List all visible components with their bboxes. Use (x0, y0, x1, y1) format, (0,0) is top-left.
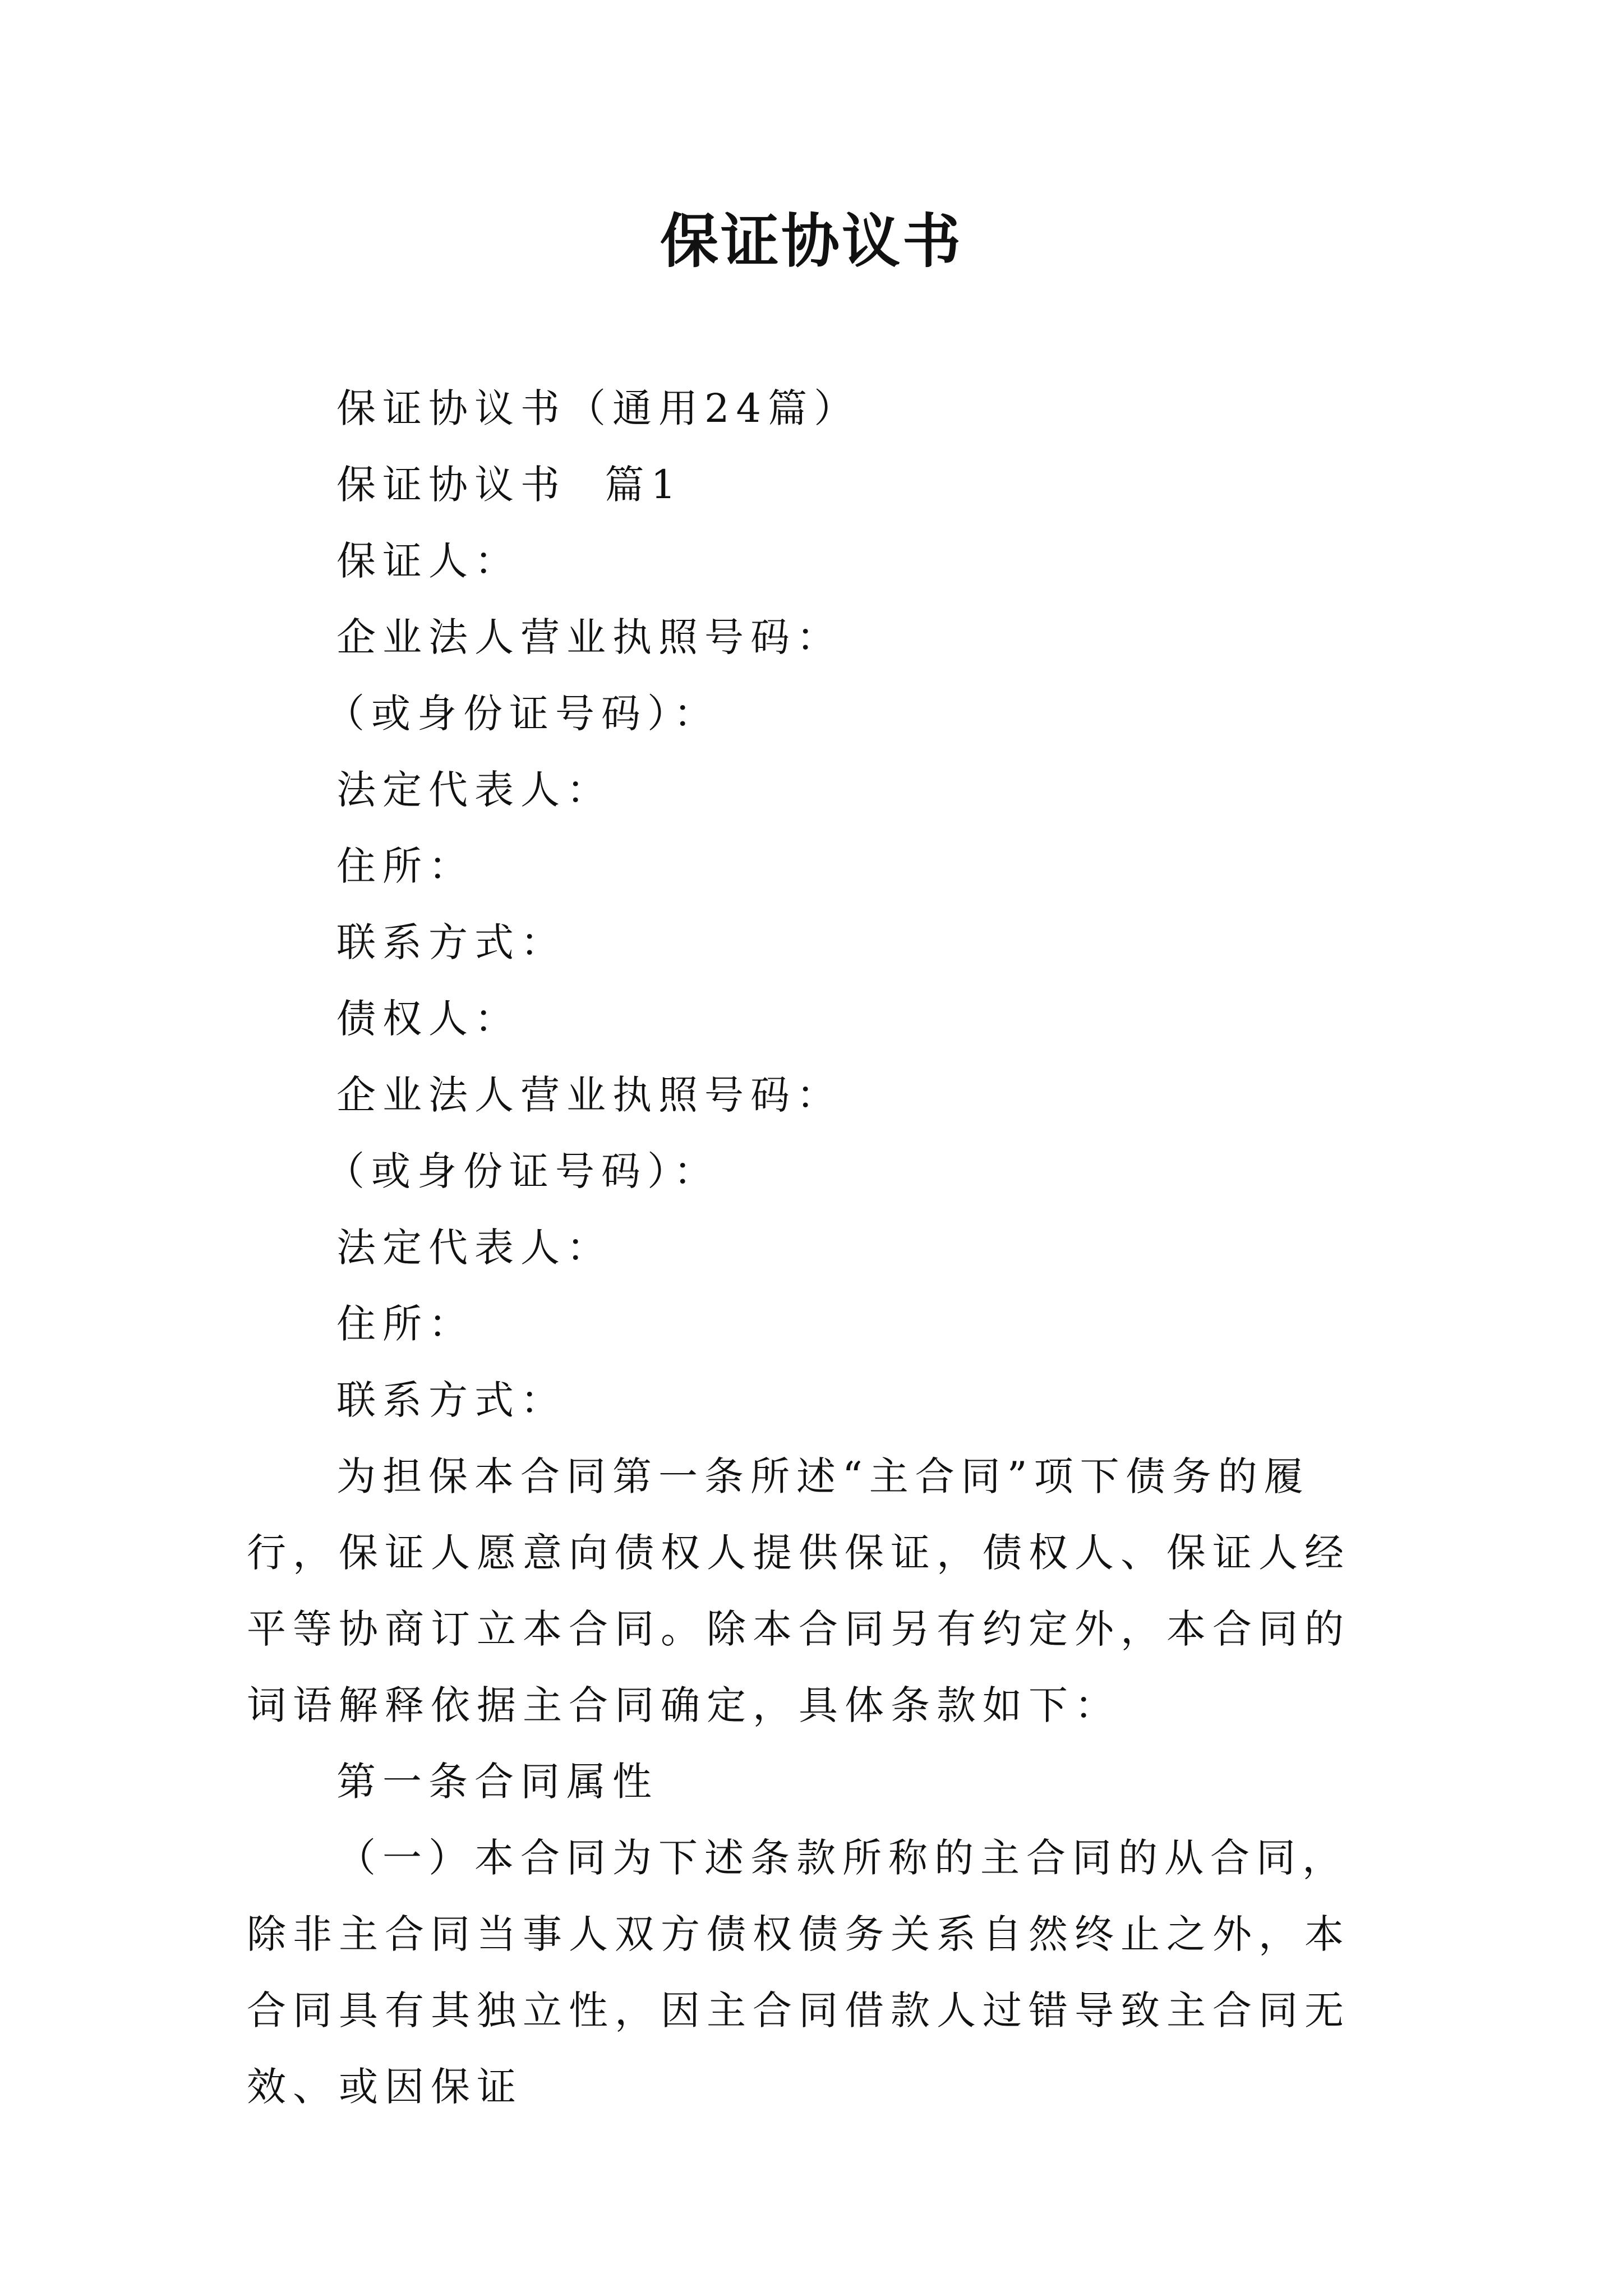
preamble-paragraph: 为担保本合同第一条所述“主合同”项下债务的履行，保证人愿意向债权人提供保证，债权人、保证人经平等协商订立本合同。除本合同另有约定外，本合同的词语解释依据主合同确定，具体条款如下： (247, 1453, 1350, 1728)
document-body (247, 370, 1385, 2125)
guarantor-license-field: 企业法人营业执照号码： (336, 614, 842, 660)
document-subtitle: 保证协议书（通用24篇） (336, 385, 860, 431)
article1-heading: 第一条合同属性 (336, 1759, 658, 1805)
guarantor-id-field: （或身份证号码）： (325, 691, 720, 737)
article1-clause1-paragraph: （一）本合同为下述条款所称的主合同的从合同，除非主合同当事人双方债权债务关系自然终止之外，本合同具有其独立性，因主合同借款人过错导致主合同无效、或因保证 (247, 1835, 1350, 2110)
creditor-label: 债权人： (336, 996, 520, 1042)
creditor-contact-field: 联系方式： (336, 1377, 566, 1423)
creditor-rep-field: 法定代表人： (336, 1225, 612, 1271)
guarantor-label: 保证人： (336, 538, 520, 584)
creditor-license-field: 企业法人营业执照号码： (336, 1072, 842, 1118)
creditor-id-field: （或身份证号码）： (325, 1148, 720, 1194)
creditor-address-field: 住所： (336, 1301, 474, 1347)
guarantor-rep-field: 法定代表人： (336, 767, 612, 813)
guarantor-contact-field: 联系方式： (336, 919, 566, 965)
guarantor-address-field: 住所： (336, 843, 474, 889)
document-title: 保证协议书 (660, 206, 963, 275)
section-heading: 保证协议书 篇1 (336, 462, 683, 508)
